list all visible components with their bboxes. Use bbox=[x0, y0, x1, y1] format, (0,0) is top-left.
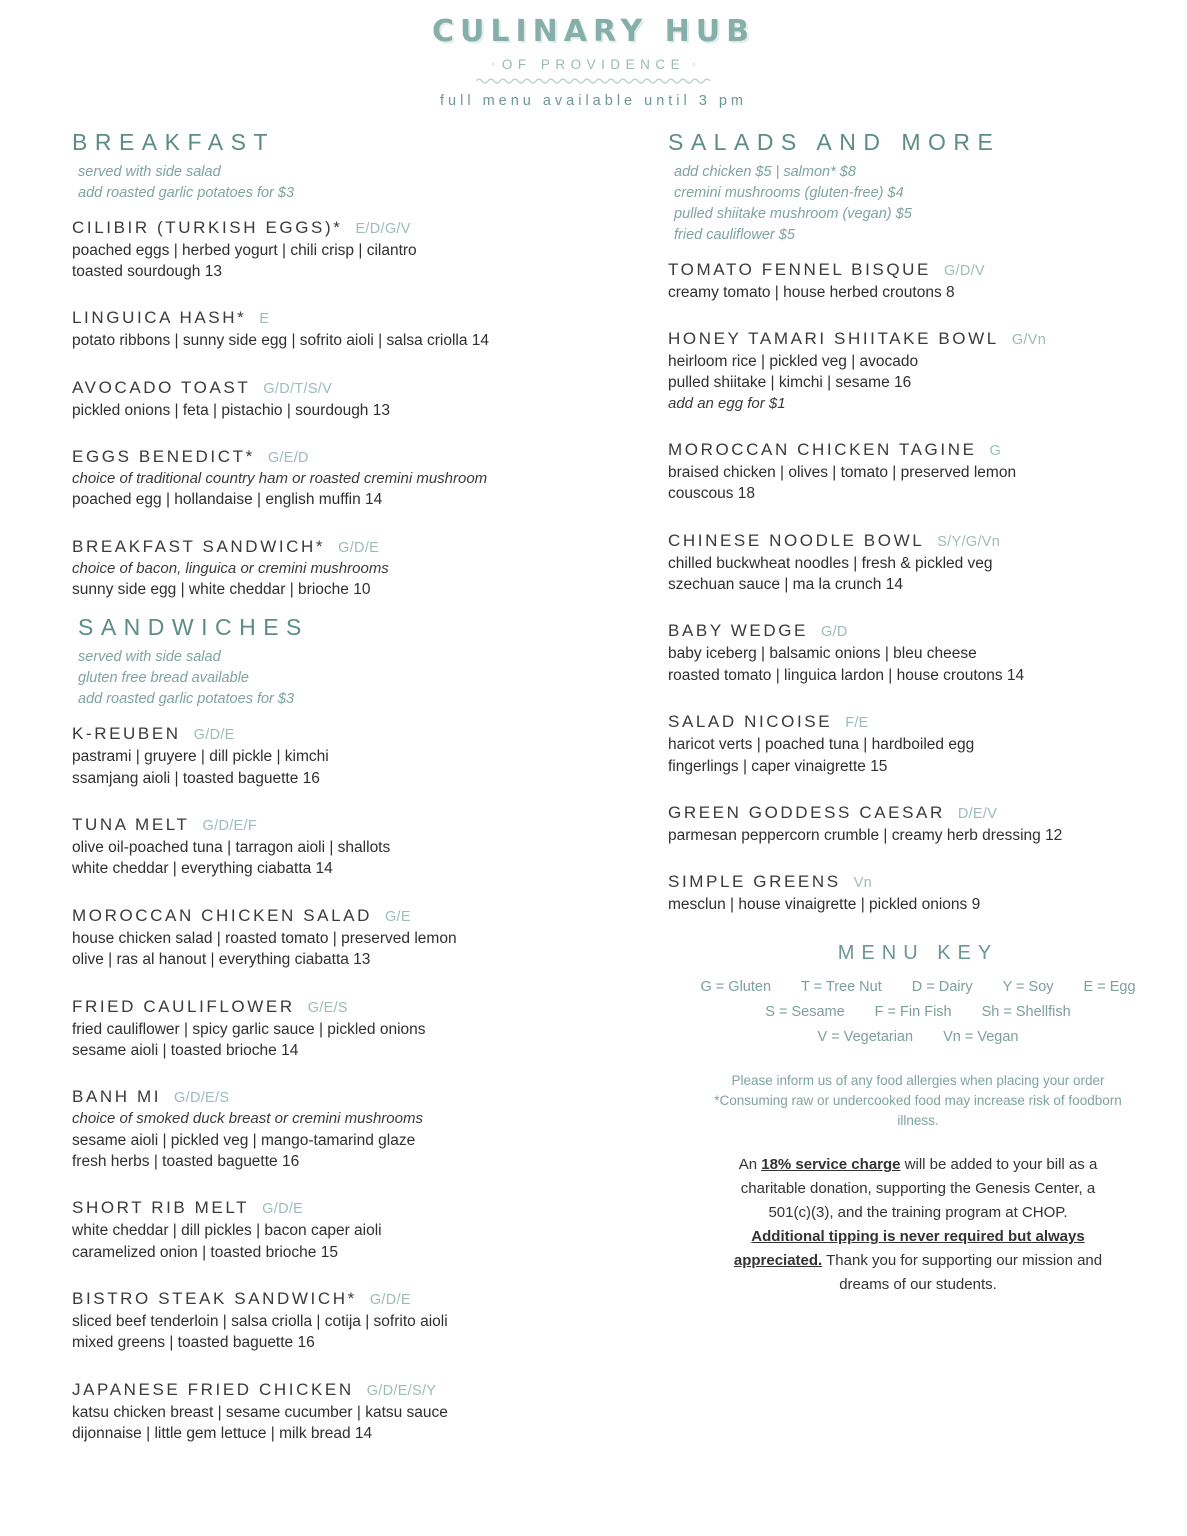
menu-item-desc: poached egg | hollandaise | english muffin 14 bbox=[72, 491, 383, 509]
menu-item-desc: olive | ras al hanout | everything ciabatta 13 bbox=[72, 951, 371, 969]
salads-note: fried cauliflower $5 bbox=[674, 226, 795, 243]
allergen-tags: S/Y/G/Vn bbox=[937, 533, 1001, 550]
allergen-tags: E/D/G/V bbox=[355, 220, 411, 237]
menu-item-name: SIMPLE GREENS bbox=[668, 872, 841, 892]
menu-item bbox=[72, 1198, 632, 1263]
menu-item-name: BABY WEDGE bbox=[668, 621, 808, 641]
menu-item-name: SALAD NICOISE bbox=[668, 712, 833, 732]
allergen-tags: G/D/E bbox=[338, 539, 380, 556]
breakfast-items bbox=[72, 218, 632, 601]
charge-mid: will be added to your bill as a charitable donation, supporting the Genesis Center, a 501(c)(3), and the training program at CHOP. bbox=[740, 1156, 1098, 1222]
breakfast-heading: BREAKFAST bbox=[72, 128, 275, 155]
menu-item-desc: sunny side egg | white cheddar | brioche 10 bbox=[72, 580, 371, 598]
left-column bbox=[72, 129, 632, 1471]
menu-item bbox=[668, 329, 1168, 414]
menu-item-name: K-REUBEN bbox=[72, 724, 181, 744]
allergen-tags: Vn bbox=[853, 875, 873, 892]
menu-item-head bbox=[668, 329, 1168, 349]
menu-item-head bbox=[72, 308, 632, 328]
menu-item-head bbox=[668, 803, 1168, 823]
sandwiches-section bbox=[72, 614, 632, 1444]
allergen-tags: G/D bbox=[821, 624, 848, 641]
menu-item-head bbox=[668, 440, 1168, 460]
sandwiches-note: add roasted garlic potatoes for $3 bbox=[78, 691, 295, 708]
menu-item-name: TUNA MELT bbox=[72, 815, 190, 835]
key-entry: F = Fin Fish bbox=[874, 1003, 952, 1020]
brand-location-row bbox=[0, 57, 1187, 72]
menu-item-note: choice of traditional country ham or roasted cremini mushroom bbox=[72, 470, 488, 488]
allergen-tags: G/E bbox=[384, 908, 411, 925]
menu-item-head bbox=[668, 872, 1168, 892]
menu-item bbox=[72, 1380, 632, 1445]
menu-item-name: GREEN GODDESS CAESAR bbox=[668, 802, 945, 822]
menu-item-name: FRIED CAULIFLOWER bbox=[72, 996, 295, 1016]
footer bbox=[668, 1071, 1168, 1298]
masthead bbox=[0, 0, 1187, 109]
menu-item-desc: pulled shiitake | kimchi | sesame 16 bbox=[668, 374, 912, 392]
right-column bbox=[668, 129, 1168, 1471]
menu-item-desc: fried cauliflower | spicy garlic sauce | pickled onions bbox=[72, 1020, 426, 1038]
menu-key-row bbox=[668, 1004, 1168, 1020]
menu-item bbox=[72, 724, 632, 789]
brand-location: OF PROVIDENCE bbox=[501, 56, 686, 72]
menu-item bbox=[72, 906, 632, 971]
salads-items bbox=[668, 260, 1168, 916]
squiggle-divider-icon bbox=[476, 76, 712, 84]
menu-item-desc: poached eggs | herbed yogurt | chili crisp | cilantro bbox=[72, 241, 417, 259]
menu-item-desc: creamy tomato | house herbed croutons 8 bbox=[668, 283, 955, 301]
menu-item-name: CILIBIR (TURKISH EGGS)* bbox=[72, 217, 343, 237]
allergy-note bbox=[708, 1071, 1128, 1132]
breakfast-note: add roasted garlic potatoes for $3 bbox=[78, 184, 295, 201]
menu-item-desc: haricot verts | poached tuna | hardboiled egg bbox=[668, 736, 975, 754]
allergen-tags: G/D/E/S/Y bbox=[366, 1382, 437, 1399]
menu-item-desc: couscous 18 bbox=[668, 485, 756, 503]
key-entry: D = Dairy bbox=[911, 978, 973, 995]
menu-item-name: BANH MI bbox=[72, 1087, 162, 1107]
menu-item bbox=[72, 1289, 632, 1354]
brand-title: CULINARY HUB bbox=[432, 14, 755, 49]
key-entry: V = Vegetarian bbox=[817, 1028, 914, 1045]
sandwiches-heading: SANDWICHES bbox=[78, 614, 309, 641]
menu-item-head bbox=[668, 260, 1168, 280]
menu-item-desc: parmesan peppercorn crumble | creamy herb dressing 12 bbox=[668, 826, 1063, 844]
menu-item-name: AVOCADO TOAST bbox=[72, 377, 251, 397]
menu-item-head bbox=[72, 1087, 632, 1107]
salads-note: add chicken $5 | salmon* $8 bbox=[674, 163, 856, 180]
key-entry: Vn = Vegan bbox=[943, 1028, 1019, 1045]
menu-item bbox=[72, 378, 632, 421]
menu-item bbox=[72, 1087, 632, 1172]
salads-notes bbox=[668, 162, 1168, 246]
menu-item-note: choice of bacon, linguica or cremini mushrooms bbox=[72, 559, 389, 577]
breakfast-notes bbox=[72, 162, 632, 204]
menu-item-head bbox=[668, 621, 1168, 641]
menu-item-name: LINGUICA HASH* bbox=[72, 308, 247, 328]
right-dot-icon: ◦ bbox=[692, 58, 696, 69]
menu-item-desc: mesclun | house vinaigrette | pickled onions 9 bbox=[668, 896, 981, 914]
menu-item-desc: chilled buckwheat noodles | fresh & pickled veg bbox=[668, 554, 993, 572]
allergen-tags: D/E/V bbox=[957, 805, 998, 822]
menu-item-head bbox=[668, 712, 1168, 732]
menu-item-desc: potato ribbons | sunny side egg | sofrito aioli | salsa criolla 14 bbox=[72, 332, 490, 350]
allergen-tags: G/D/E/S bbox=[174, 1090, 230, 1107]
menu-item-desc: fresh herbs | toasted baguette 16 bbox=[72, 1152, 300, 1170]
menu-item bbox=[668, 531, 1168, 596]
tipping-emphasis: Additional tipping is never required but always appreciated. bbox=[733, 1228, 1085, 1270]
allergen-tags: G/D/E bbox=[369, 1292, 411, 1309]
menu-item-head bbox=[668, 531, 1168, 551]
menu-item-name: TOMATO FENNEL BISQUE bbox=[668, 259, 931, 279]
menu-item-desc: sesame aioli | toasted brioche 14 bbox=[72, 1041, 299, 1059]
sandwiches-note: gluten free bread available bbox=[78, 670, 249, 687]
menu-item-desc: katsu chicken breast | sesame cucumber | katsu sauce bbox=[72, 1403, 448, 1421]
tagline: full menu available until 3 pm bbox=[440, 92, 747, 109]
charge-prefix: An bbox=[738, 1156, 762, 1174]
menu-item-name: SHORT RIB MELT bbox=[72, 1198, 250, 1218]
menu-item bbox=[72, 447, 632, 511]
menu-item-desc: roasted tomato | linguica lardon | house croutons 14 bbox=[668, 666, 1025, 684]
menu-item-desc: house chicken salad | roasted tomato | preserved lemon bbox=[72, 929, 457, 947]
allergen-tags: G/D/E bbox=[193, 727, 235, 744]
menu-item-head bbox=[72, 997, 632, 1017]
menu-item-desc: white cheddar | everything ciabatta 14 bbox=[72, 860, 333, 878]
allergen-tags: G/D/V bbox=[943, 262, 985, 279]
breakfast-note: served with side salad bbox=[78, 163, 221, 180]
menu-item bbox=[668, 712, 1168, 777]
allergy-line: Please inform us of any food allergies when placing your order bbox=[731, 1072, 1105, 1088]
sandwiches-note: served with side salad bbox=[78, 649, 221, 666]
menu-key-title: MENU KEY bbox=[837, 941, 999, 964]
menu-item-desc: mixed greens | toasted baguette 16 bbox=[72, 1334, 315, 1352]
salads-heading: SALADS AND MORE bbox=[668, 128, 1001, 155]
menu-item-name: BISTRO STEAK SANDWICH* bbox=[72, 1289, 357, 1309]
salads-section bbox=[668, 129, 1168, 916]
allergen-tags: F/E bbox=[845, 715, 869, 732]
menu-item bbox=[72, 815, 632, 880]
menu-item-desc: sesame aioli | pickled veg | mango-tamarind glaze bbox=[72, 1131, 416, 1149]
breakfast-section bbox=[72, 129, 632, 601]
menu-item-name: MOROCCAN CHICKEN SALAD bbox=[72, 905, 372, 925]
menu-item-desc: caramelized onion | toasted brioche 15 bbox=[72, 1243, 338, 1261]
sandwiches-notes bbox=[72, 647, 632, 710]
charge-suffix: Thank you for supporting our mission and dreams of our students. bbox=[822, 1252, 1103, 1294]
left-dot-icon: ◦ bbox=[491, 58, 495, 69]
allergen-tags: G/E/S bbox=[307, 999, 348, 1016]
menu-item-head bbox=[72, 1289, 632, 1309]
menu-item bbox=[668, 872, 1168, 915]
menu-item bbox=[72, 537, 632, 601]
menu-item-head bbox=[72, 1380, 632, 1400]
menu-item-name: BREAKFAST SANDWICH* bbox=[72, 536, 326, 556]
menu-item-note: choice of smoked duck breast or cremini mushrooms bbox=[72, 1110, 423, 1128]
allergen-tags: G/D/E bbox=[262, 1201, 304, 1218]
allergen-tags: E bbox=[259, 311, 270, 328]
menu-item-head bbox=[72, 537, 632, 557]
menu-item-desc: dijonnaise | little gem lettuce | milk bread 14 bbox=[72, 1425, 373, 1443]
menu-item bbox=[72, 218, 632, 283]
allergen-tags: G/D/T/S/V bbox=[263, 380, 333, 397]
menu-item-desc: ssamjang aioli | toasted baguette 16 bbox=[72, 769, 320, 787]
menu-item-desc: sliced beef tenderloin | salsa criolla | cotija | sofrito aioli bbox=[72, 1313, 448, 1331]
menu-item-desc: braised chicken | olives | tomato | preserved lemon bbox=[668, 463, 1017, 481]
menu-item-head bbox=[72, 906, 632, 926]
menu-item bbox=[72, 997, 632, 1062]
menu-item-head bbox=[72, 218, 632, 238]
allergen-tags: G bbox=[989, 442, 1002, 459]
key-entry: S = Sesame bbox=[765, 1003, 845, 1020]
allergen-tags: G/D/E/F bbox=[202, 818, 258, 835]
menu-item-addon: add an egg for $1 bbox=[668, 394, 786, 412]
key-entry: E = Egg bbox=[1083, 978, 1136, 995]
menu-item-head bbox=[72, 815, 632, 835]
menu-columns bbox=[0, 109, 1187, 1471]
menu-item-head bbox=[72, 1198, 632, 1218]
menu-key-row bbox=[668, 1029, 1168, 1045]
sandwiches-items bbox=[72, 724, 632, 1444]
key-entry: Sh = Shellfish bbox=[981, 1003, 1071, 1020]
menu-item-name: JAPANESE FRIED CHICKEN bbox=[72, 1379, 354, 1399]
menu-item-desc: fingerlings | caper vinaigrette 15 bbox=[668, 757, 888, 775]
menu-item bbox=[668, 621, 1168, 686]
menu-item-desc: olive oil-poached tuna | tarragon aioli | shallots bbox=[72, 839, 391, 857]
menu-item-desc: heirloom rice | pickled veg | avocado bbox=[668, 352, 919, 370]
menu-item bbox=[668, 440, 1168, 505]
key-entry: G = Gluten bbox=[700, 978, 772, 995]
menu-key-row bbox=[668, 979, 1168, 995]
menu-item-head bbox=[72, 447, 632, 467]
menu-item-desc: szechuan sauce | ma la crunch 14 bbox=[668, 576, 903, 594]
menu-item-desc: pastrami | gruyere | dill pickle | kimchi bbox=[72, 748, 329, 766]
menu-key-section bbox=[668, 942, 1168, 1045]
key-entry: T = Tree Nut bbox=[801, 978, 882, 995]
menu-item-name: EGGS BENEDICT* bbox=[72, 447, 255, 467]
menu-item-name: HONEY TAMARI SHIITAKE BOWL bbox=[668, 328, 999, 348]
menu-item-desc: white cheddar | dill pickles | bacon caper aioli bbox=[72, 1222, 382, 1240]
service-charge-emphasis: 18% service charge bbox=[761, 1156, 901, 1174]
menu-item-desc: pickled onions | feta | pistachio | sourdough 13 bbox=[72, 401, 390, 419]
salads-note: pulled shiitake mushroom (vegan) $5 bbox=[674, 205, 912, 222]
menu-item-desc: baby iceberg | balsamic onions | bleu cheese bbox=[668, 645, 977, 663]
menu-item-name: CHINESE NOODLE BOWL bbox=[668, 530, 925, 550]
allergy-line: *Consuming raw or undercooked food may increase risk of foodborn illness. bbox=[714, 1092, 1122, 1129]
key-entry: Y = Soy bbox=[1002, 978, 1054, 995]
salads-note: cremini mushrooms (gluten-free) $4 bbox=[674, 184, 904, 201]
service-charge-note bbox=[708, 1153, 1128, 1297]
menu-item bbox=[668, 803, 1168, 846]
menu-item-head bbox=[72, 378, 632, 398]
menu-item bbox=[72, 308, 632, 351]
menu-item-head bbox=[72, 724, 632, 744]
menu-item bbox=[668, 260, 1168, 303]
allergen-tags: G/Vn bbox=[1011, 331, 1047, 348]
menu-item-desc: toasted sourdough 13 bbox=[72, 262, 222, 280]
allergen-tags: G/E/D bbox=[267, 450, 309, 467]
menu-item-name: MOROCCAN CHICKEN TAGINE bbox=[668, 439, 977, 459]
